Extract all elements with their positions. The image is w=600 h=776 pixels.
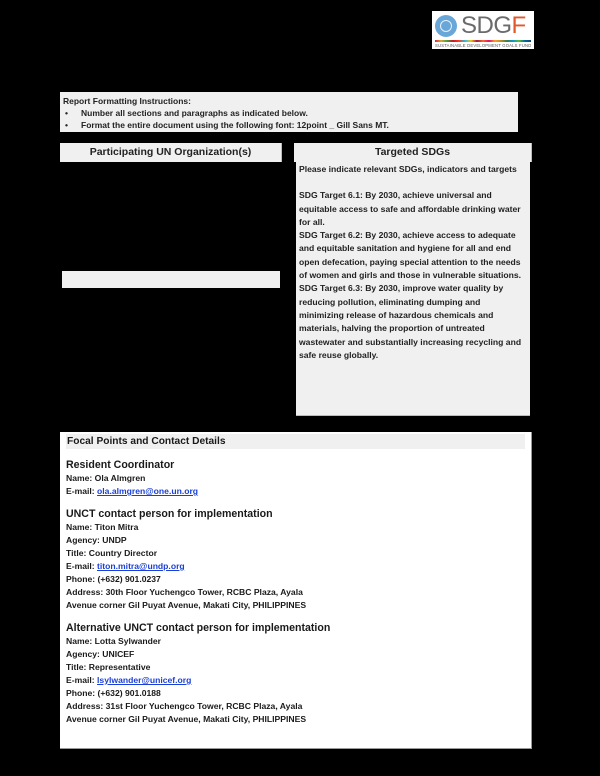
logo-tagline: SUSTAINABLE DEVELOPMENT GOALS FUND [435, 43, 532, 48]
alt-unct-email-line: E-mail: lsylwander@unicef.org [66, 675, 192, 685]
alt-unct-job-title: Title: Representative [66, 662, 151, 672]
logo-wordmark: SDGF [461, 12, 526, 39]
alt-unct-phone: Phone: (+632) 901.0188 [66, 688, 161, 698]
unct-name: Name: Titon Mitra [66, 522, 139, 532]
focal-points-header: Focal Points and Contact Details [66, 434, 525, 449]
instructions-title: Report Formatting Instructions: [63, 96, 191, 106]
unct-phone: Phone: (+632) 901.0237 [66, 574, 161, 584]
alt-unct-contact-title: Alternative UNCT contact person for implementation [66, 622, 331, 634]
rc-email-link[interactable]: ola.almgren@one.un.org [97, 486, 199, 496]
sdg-prompt: Please indicate relevant SDGs, indicators and targets [299, 164, 517, 174]
alt-unct-agency: Agency: UNICEF [66, 649, 135, 659]
focal-points-panel [60, 432, 532, 749]
unct-address-2: Avenue corner Gil Puyat Avenue, Makati City, PHILIPPINES [66, 600, 307, 610]
unct-agency: Agency: UNDP [66, 535, 127, 545]
unct-contact-title: UNCT contact person for implementation [66, 508, 273, 520]
alt-unct-email-link[interactable]: lsylwander@unicef.org [97, 675, 192, 685]
targeted-sdgs-field[interactable] [296, 162, 530, 416]
resident-coordinator-title: Resident Coordinator [66, 459, 175, 471]
instructions-list [63, 107, 515, 131]
sdg-target: SDG Target 6.3: By 2030, improve water quality by reducing pollution, eliminating dumping and minimizing release of hazardous chemicals and materials, halving the proportion of untreated wastewater and substantially increasing recycling and safe reuse globally. [299, 283, 522, 360]
unct-address-1: Address: 30th Floor Yuchengco Tower, RCBC Plaza, Ayala [66, 587, 303, 597]
alt-unct-address-1: Address: 31st Floor Yuchengco Tower, RCBC Plaza, Ayala [66, 701, 303, 711]
targeted-sdgs-header: Targeted SDGs [294, 143, 532, 162]
un-emblem-icon [435, 15, 457, 37]
unct-email-line: E-mail: titon.mitra@undp.org [66, 561, 185, 571]
unct-job-title: Title: Country Director [66, 548, 158, 558]
instruction-item: • Format the entire document using the following font: 12point _ Gill Sans MT. [63, 119, 515, 131]
sdg-target: SDG Target 6.1: By 2030, achieve universal and equitable access to safe and affordable drinking water for all. [299, 190, 521, 227]
rc-email-line: E-mail: ola.almgren@one.un.org [66, 486, 199, 496]
sdg-target: SDG Target 6.2: By 2030, achieve access to adequate and equitable sanitation and hygiene for all and end [299, 230, 516, 254]
logo-color-bar [435, 40, 531, 42]
instruction-item: • Number all sections and paragraphs as indicated below. [63, 107, 515, 119]
alt-unct-address-2: Avenue corner Gil Puyat Avenue, Makati City, PHILIPPINES [66, 714, 307, 724]
formatting-instructions [60, 92, 518, 132]
participating-org-field[interactable] [62, 271, 280, 288]
sdgf-logo [432, 11, 534, 49]
alt-unct-name: Name: Lotta Sylwander [66, 636, 162, 646]
sdg-target: open defecation, paying special attention to the needs of women and girls and those in vulnerable situations. [299, 256, 522, 281]
participating-org-header: Participating UN Organization(s) [60, 143, 282, 162]
rc-name: Name: Ola Almgren [66, 473, 146, 483]
unct-email-link[interactable]: titon.mitra@undp.org [97, 561, 185, 571]
